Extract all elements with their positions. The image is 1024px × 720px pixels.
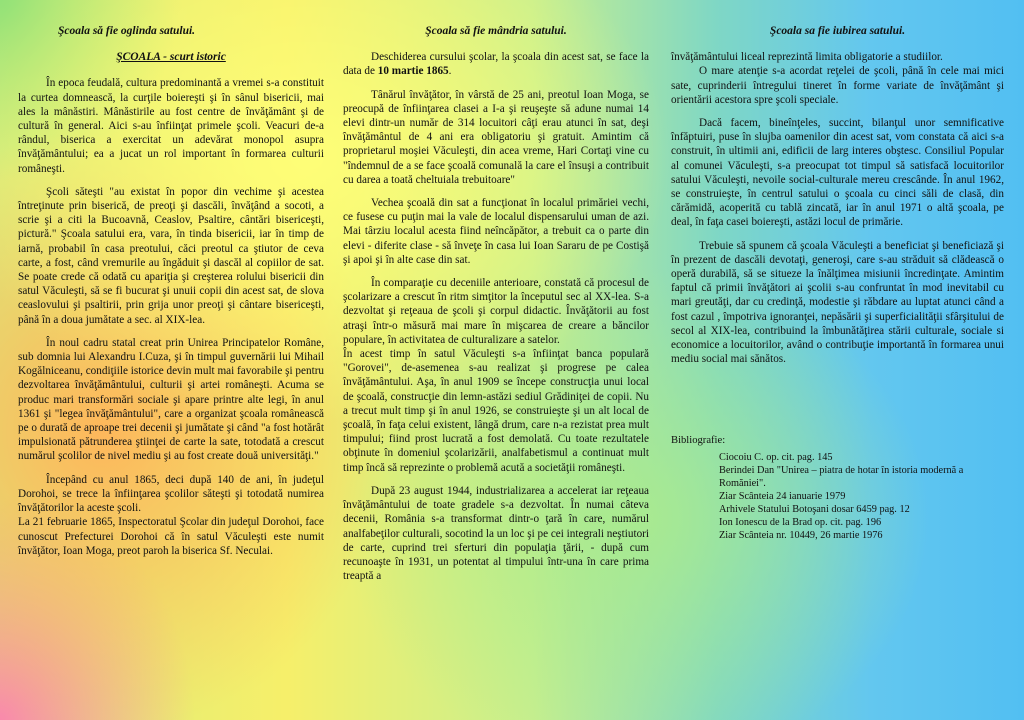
bibliography-item: Ciocoiu C. op. cit. pag. 145 — [719, 451, 833, 463]
bibliography-item: Berindei Dan "Unirea – piatra de hotar în istoria modernă a Romăniei". — [719, 464, 964, 489]
paragraph: În acest timp în satul Văculeşti s-a înfiinţat banca populară "Gorovei", de-asemenea s-au realizat şi progrese pe calea învăţământului. Aşa, în anul 1909 se începe construcţia unui local de şcoală, construcţie din lemn-astăzi sediul Grădiniţei de copii. Nu a trecut mult timp şi în anul 1926, se construieşte şi un alt local de şcoală, în faţa celui existent, lângă drum, care n-a rezistat prea mult timpului; fiind prost lucrată a fost demolată. Cu toate rezultatele obţinute în domeniul şcolarizării, analfabetismul a continuat mult timp încă să reprezinte o problemă acută a societăţii româneşti. — [343, 348, 649, 474]
paragraph: Vechea şcoală din sat a funcţionat în localul primăriei vechi, ce fusese cu puţin mai la vale de localul dispensarului uman de azi. Mai târziu localul acesta fiind neîncăpător, a trebuit ca o parte din elevi - diferite clase - să înveţe în casa lui Ioan Sararu de pe Costişă şi apoi şi în alte case din sat. — [343, 197, 649, 266]
paragraph: învăţământului liceal reprezintă limita obligatorie a studiilor. — [671, 51, 943, 64]
article-title: ŞCOALA - scurt istoric — [116, 51, 226, 64]
motto-pride: Şcoala să fie mândria satului. — [425, 25, 567, 37]
column-middle — [343, 24, 649, 583]
paragraph: O mare atenţie s-a acordat reţelei de şcoli, până în cele mai mici sate, cuprinderii întregului tineret în forme variate de învăţământ şi orientării acestora spre şcoli speciale. — [671, 65, 1004, 106]
paragraph: În comparaţie cu deceniile anterioare, constată că procesul de şcolarizare a crescut în ritm simţitor la începutul sec al XX-lea. S-a dezvoltat şi reţeaua de şcoli şi corpul didactic. Învăţătorii au fost atraşi într-o măsură mai mare în mişcarea de creare a băncilor populare, în activitatea de culturalizare a satelor. — [343, 277, 649, 346]
paragraph: În noul cadru statal creat prin Unirea Principatelor Române, sub domnia lui Alexandru I.Cuza, şi în timpul guvernării lui Mihail Kogălniceanu, condiţiile istorice devin mult mai favorabile şi pentru dezvoltarea învăţământului, culturii şi artei româneşti. Acuma se produc mari transformări sociale şi apare printre alte legi, în anul 1361 şi "legea învăţământului", care a organizat şcoala românească pe o durată de aproape trei decenii şi jumătate şi când "a fost hotărât impulsionată pătrunderea ştiinţei de carte la sate, totodată a crescut numărul şcolilor de nivel mediu şi au fost create două universităţi." — [18, 336, 325, 463]
paragraph: Dacă facem, bineînţeles, succint, bilanţul unor semnificative înfăptuiri, puse în slujba oamenilor din acest sat, vom constata că aici s-a construit, în ultimii ani, edificii de larg interes obştesc. Consiliul Popular al comunei Văculeşti, s-a preocupat tot timpul să satisfacă locuitorilor satului Văculeşti, nevoile social-culturale mereu crescânde. În anul 1962, se construieşte, în centrul satului o şcoala cu cinci săli de clasă, din cărămidă, acoperită cu tablă zincată, iar în anul 1971 o altă şcoala, pe deal, în faţa casei boiereşti, astăzi locul de primărie. — [671, 117, 1004, 229]
paragraph: În epoca feudală, cultura predominantă a vremei s-a constituit la curtea domnească, la curţile boiereşti şi în sânul bisericii, mai ales la mânăstiri. Mânăstirile au fost centre de învăţământ şi de cultură în general. Aici s-au înfiinţat primele şcoli. Veacuri de-a rândul, biserica a exercitat un adevărat monopol asupra învăţământului; ea a jucat un rol important în formarea culturii româneşti. — [18, 77, 324, 175]
paragraph: La 21 februarie 1865, Inspectoratul Şcolar din judeţul Dorohoi, face cunoscut Prefecturei Dorohoi că în satul Văculeşti este numit învăţător, Ioan Moga, preot paroh la biserica Sf. Neculai. — [18, 516, 324, 557]
bibliography-item: Arhivele Statului Botoşani dosar 6459 pag. 12 — [719, 503, 910, 515]
bibliography-heading: Bibliografie: — [671, 435, 726, 447]
motto-love: Şcoala sa fie iubirea satului. — [769, 25, 906, 37]
opening-date: 10 martie 1865 — [377, 65, 449, 78]
bibliography — [671, 434, 1004, 541]
paragraph: Tânărul învăţător, în vârstă de 25 ani, preotul Ioan Moga, se preocupă de înfiinţarea clasei a I-a şi reuşeşte să adune numai 14 elevi dintr-un număr de 314 locuitori câţi erau atunci în sat, deşi învăţământul de 4 ani era obligatoriu şi gratuit. Amintim că proprietarul moşiei Văculeşti, din acea vreme, Hari Cortaţi vine cu "îndemnul de a se face şcoală comunală la care el însuşi a contribuit cu darea a toată cheltuiala trebuitoare" — [343, 88, 649, 186]
paragraph: Şcoli săteşti "au existat în popor din vechime şi acestea întreţinute prin biserică, de preoţi şi dascăli, învăţând a socoti, a scrie şi a citi la Bucoavnă, Ceaslov, Psaltire, cântări bisericeşti, pictură." Şcoala satului era, vara, în tinda bisericii, iar în timp de iarnă, probabil în casa preotului, căci preotul ca ştiutor de ceva carte, a fost, când vremurile au îngăduit şi dascăl al copiilor de sat. Se poate crede că odată cu apariţia şi creşterea rolului bisericii din satul Văculeşti, să se fi bucurat şi unuii copii din acest sat, de slova ceaslovului şi psaltirii, prin grija unor preoţi şi cântare bisericeşti, până în a doua jumătate a sec. al XIX-lea. — [18, 185, 324, 326]
paragraph: Începând cu anul 1865, deci după 140 de ani, în judeţul Dorohoi, se trece la înfiinţarea şcolilor săteşti şi totodată numirea învăţătorilor la aceste şcoli. — [18, 473, 324, 515]
paragraph: Trebuie să spunem că şcoala Văculeşti a beneficiat şi beneficiază şi în prezent de dascăli devotaţi, generoşi, care s-au străduit să clădească o operă durabilă, să se situeze la înălţimea misiunii încredinţate. Amintim faptul că primii învăţători ai şcolii s-au confruntat în mod inevitabil cu mari greutăţi, dar cu credinţă, modestie şi răbdare au luptat atunci când a fost cazul , împotriva ignoranţei, nepăsării şi superficialităţii sfârşitului de secol al XIX-lea, contribuind la îmbunătăţirea stării culturale, sociale si economice a locuitorilor, având o contribuţie importantă în formarea unui mediu social mai sănătos. — [671, 239, 1004, 366]
motto-mirror: Şcoala să fie oglinda satului. — [58, 25, 196, 37]
column-right — [671, 24, 1004, 542]
paragraph: Deschiderea cursului şcolar, la şcoala din acest sat, se face la data de 10 martie 1865. — [343, 51, 649, 78]
bibliography-item: Ziar Scânteia nr. 10449, 26 martie 1976 — [719, 529, 883, 541]
bibliography-item: Ion Ionescu de la Brad op. cit. pag. 196 — [719, 516, 882, 528]
paragraph: După 23 august 1944, industrializarea a accelerat iar reţeaua învăţământului de toate gradele s-a dezvoltat. În numai câteva decenii, România s-a transformat dintr-o ţară în care, numărul analfabeţilor culturali, socotind la un loc şi pe cei integrali neştiutori de carte, cuprind trei sferturi din populaţia ţării, - după cum recunoaşte în 1931, un potentat al timpului într-una în care prima treaptă a — [343, 484, 650, 583]
column-left — [18, 24, 324, 558]
bibliography-list — [671, 451, 1004, 542]
bibliography-item: Ziar Scânteia 24 ianuarie 1979 — [719, 490, 846, 502]
